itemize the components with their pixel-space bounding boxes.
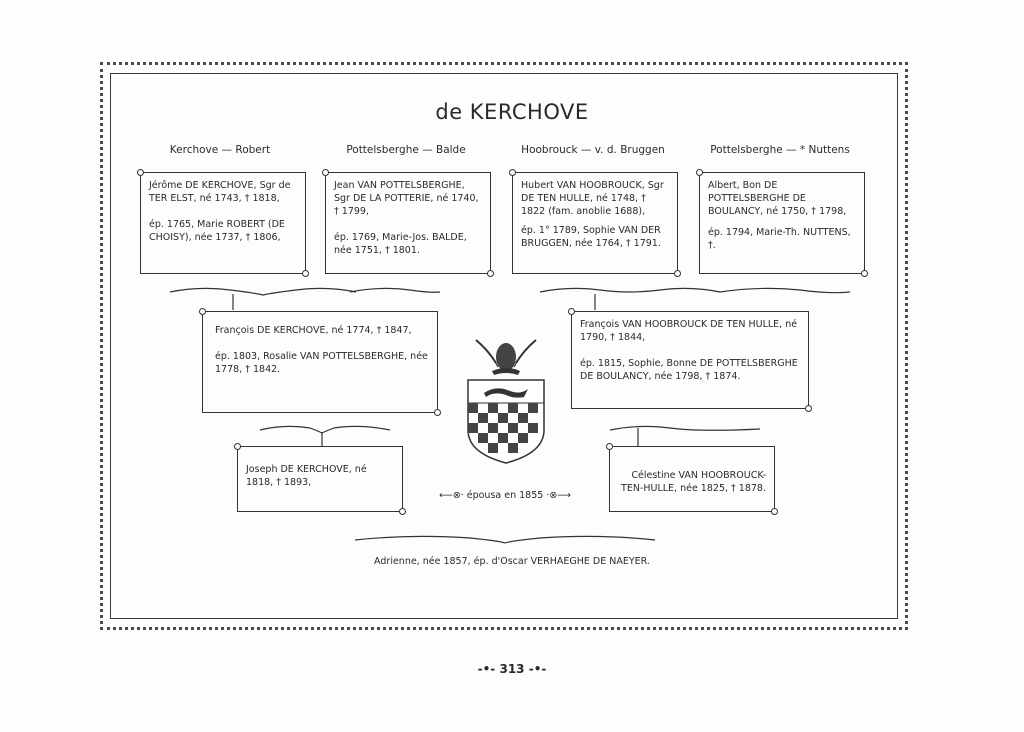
ornament-icon: ·⊗⟶ (546, 490, 571, 501)
ornament-icon: -•- (477, 662, 500, 676)
child-name: Célestine VAN HOOBROUCK-TEN-HULLE, née 1825, † 1878. (621, 470, 766, 494)
parent-box-left (202, 311, 438, 413)
ancestor-box-2 (325, 172, 491, 274)
connector-final (350, 530, 660, 550)
ornament-icon: ⟵⊗· (439, 490, 464, 501)
page-title: de KERCHOVE (435, 100, 589, 124)
ornament-icon: -•- (524, 662, 547, 676)
ancestor-name: Jean VAN POTTELSBERGHE, Sgr DE LA POTTERIE, né 1740, † 1799, (334, 180, 479, 217)
ancestor-marriage: ép. 1° 1789, Sophie VAN DER BRUGGEN, née 1764, † 1791. (521, 225, 661, 249)
married-text: épousa en 1855 (466, 490, 544, 501)
child-box-left (237, 446, 403, 512)
ancestor-name: Hubert VAN HOOBROUCK, Sgr DE TEN HULLE, né 1748, † 1822 (fam. anoblie 1688), (521, 180, 664, 217)
ancestor-marriage: ép. 1765, Marie ROBERT (DE CHOISY), née 1737, † 1806, (149, 219, 285, 243)
ancestor-box-4 (699, 172, 865, 274)
child-name: Joseph DE KERCHOVE, né 1818, † 1893, (246, 464, 367, 488)
column-heading-2: Pottelsberghe — Balde (346, 144, 466, 156)
parent-name: François VAN HOOBROUCK DE TEN HULLE, né 1790, † 1844, (580, 319, 798, 343)
parent-name: François DE KERCHOVE, né 1774, † 1847, (215, 325, 412, 336)
parent-marriage: ép. 1803, Rosalie VAN POTTELSBERGHE, née 1778, † 1842. (215, 351, 428, 375)
parent-box-right (571, 311, 809, 409)
parent-marriage: ép. 1815, Sophie, Bonne DE POTTELSBERGHE DE BOULANCY, née 1798, † 1874. (580, 358, 798, 382)
ancestor-marriage: ép. 1769, Marie-Jos. BALDE, née 1751, † 1801. (334, 232, 467, 256)
ancestor-name: Jérôme DE KERCHOVE, Sgr de TER ELST, né 1743, † 1818, (149, 180, 291, 204)
married-label (420, 490, 590, 501)
ancestor-name: Albert, Bon DE POTTELSBERGHE DE BOULANCY, né 1750, † 1798, (708, 180, 847, 217)
column-heading-4: Pottelsberghe — * Nuttens (710, 144, 850, 156)
column-heading-3: Hoobrouck — v. d. Bruggen (521, 144, 665, 156)
child-box-right (609, 446, 775, 512)
page-number-value: 313 (499, 662, 525, 676)
ancestor-box-3 (512, 172, 678, 274)
ancestor-marriage: ép. 1794, Marie-Th. NUTTENS, †. (708, 227, 851, 251)
ancestor-box-1 (140, 172, 306, 274)
column-heading-1: Kerchove — Robert (169, 144, 271, 156)
page-number (0, 662, 1024, 676)
connector-right-top (530, 282, 870, 312)
descendant-line: Adrienne, née 1857, ép. d'Oscar VERHAEGHE DE NAEYER. (374, 556, 650, 567)
coat-of-arms-icon (466, 335, 546, 465)
